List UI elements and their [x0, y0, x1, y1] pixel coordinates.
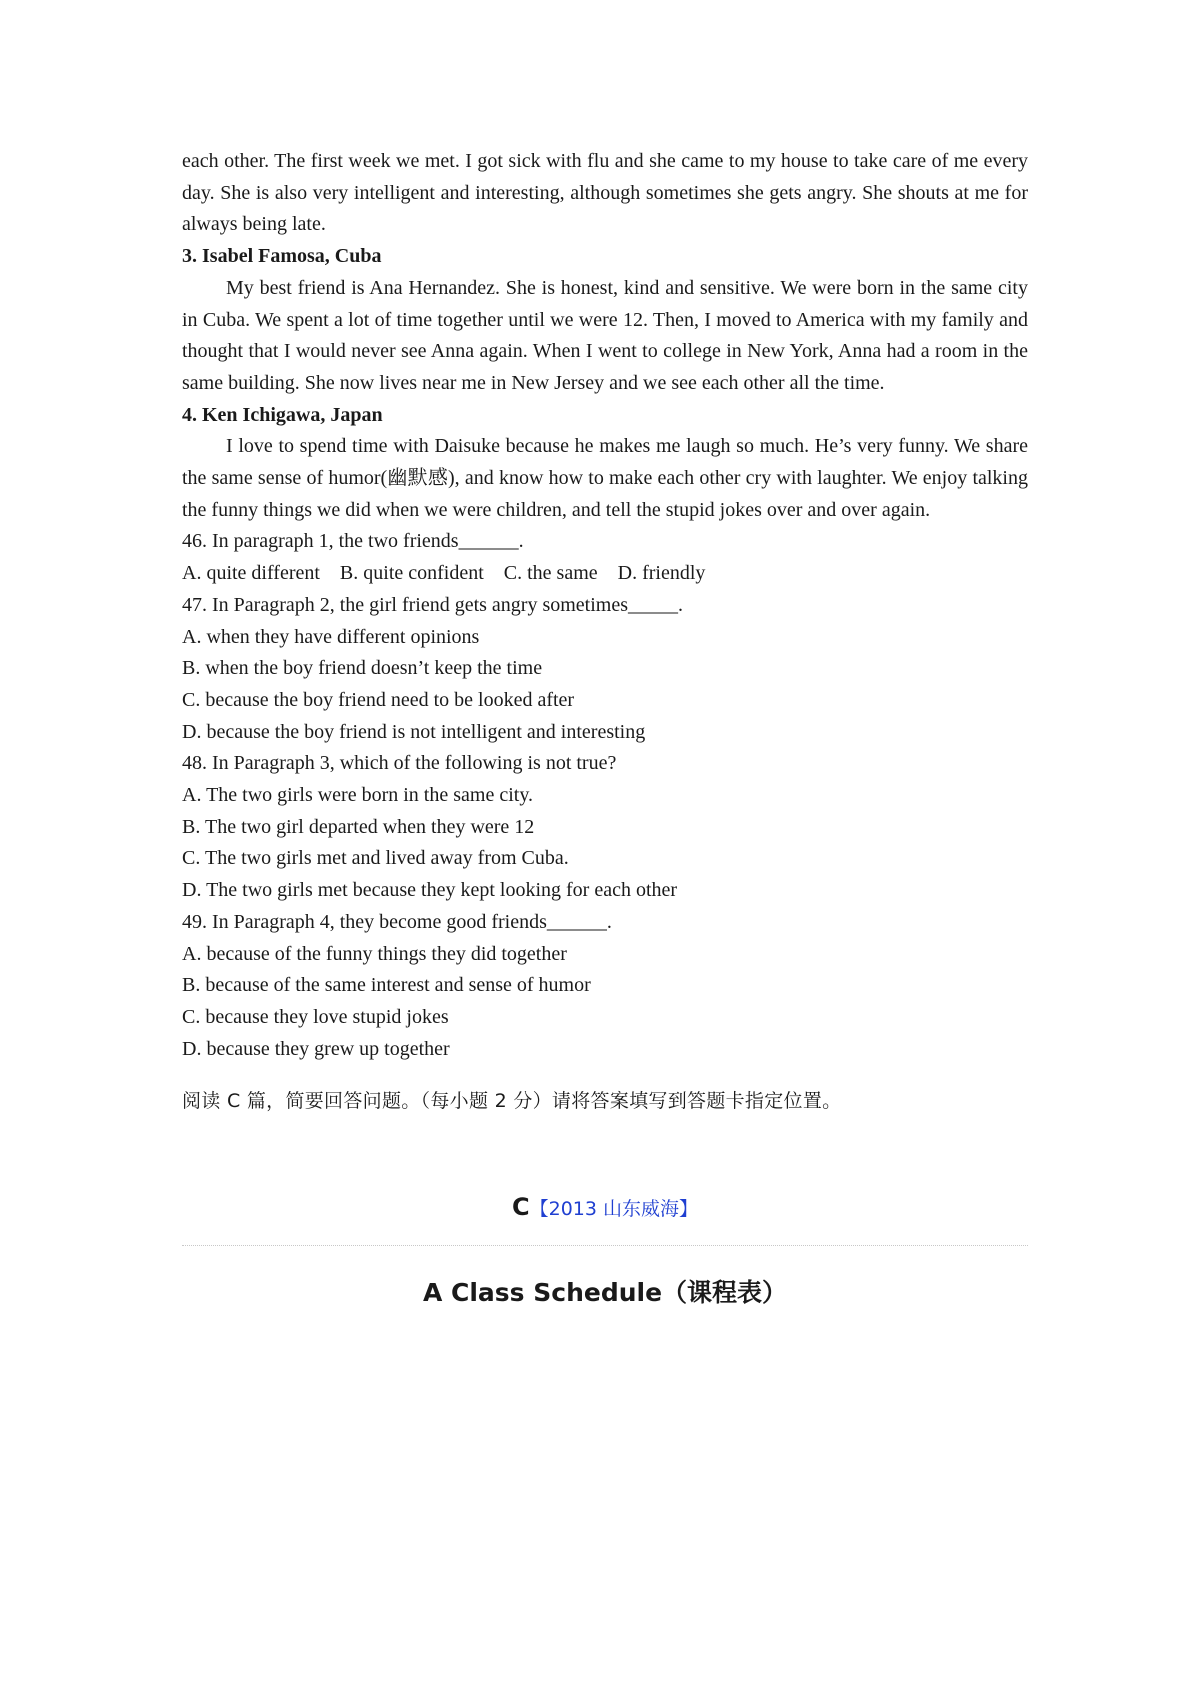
question-stem: 46. In paragraph 1, the two friends______. — [182, 530, 524, 553]
section-source: 【2013 山东威海】 — [529, 1198, 699, 1221]
question-stem: 49. In Paragraph 4, they become good friends______. — [182, 910, 612, 933]
option-d: D. because they grew up together — [182, 1037, 450, 1060]
section-3-body: My best friend is Ana Hernandez. She is honest, kind and sensitive. We were born in the same city in Cuba. We spent a lot of time together until we were 12. Then, I moved to America with my family and thought that I would never see Anna again. When I went to college in New York, Anna had a room in the same building. She now lives near me in New Jersey and we see each other all the time. — [182, 276, 1028, 394]
question-47 — [182, 590, 1028, 749]
paragraph-2-continuation: each other. The first week we met. I got sick with flu and she came to my house to take care of me every day. She is also very intelligent and interesting, although sometimes she gets angry. She shouts at me for always being late. — [182, 150, 1028, 236]
question-stem: 48. In Paragraph 3, which of the following is not true? — [182, 752, 617, 775]
question-options: A. quite different B. quite confident C. the same D. friendly — [182, 562, 706, 585]
schedule-title: A Class Schedule（课程表） — [422, 1278, 788, 1308]
question-46 — [182, 526, 1028, 589]
option-c: C. because the boy friend need to be looked after — [182, 688, 575, 711]
dotted-divider — [182, 1245, 1028, 1246]
option-c: C. because they love stupid jokes — [182, 1005, 449, 1028]
section-4-body: I love to spend time with Daisuke because he makes me laugh so much. He’s very funny. We share the same sense of humor(幽默感), and know how to make each other cry with laughter. We enjoy talking the funny things we did when we were children, and tell the stupid jokes over and over again. — [182, 435, 1028, 521]
option-d: D. because the boy friend is not intelligent and interesting — [182, 720, 646, 743]
section-letter: C — [511, 1193, 530, 1222]
option-b: B. because of the same interest and sense of humor — [182, 974, 591, 997]
section-4-heading: 4. Ken Ichigawa, Japan — [182, 403, 383, 426]
option-b: B. The two girl departed when they were 12 — [182, 815, 535, 838]
option-a: A. when they have different opinions — [182, 625, 480, 648]
document-page — [182, 146, 1028, 1310]
question-48 — [182, 748, 1028, 907]
option-c: C. The two girls met and lived away from Cuba. — [182, 847, 569, 870]
section-3-heading: 3. Isabel Famosa, Cuba — [182, 245, 382, 268]
option-b: B. when the boy friend doesn’t keep the time — [182, 657, 543, 680]
section-c-label — [182, 1193, 1028, 1225]
option-d: D. The two girls met because they kept looking for each other — [182, 879, 678, 902]
reading-instruction: 阅读 C 篇，简要回答问题。（每小题 2 分）请将答案填写到答题卡指定位置。 — [182, 1090, 842, 1113]
question-49 — [182, 907, 1028, 1066]
option-a: A. The two girls were born in the same city. — [182, 784, 534, 807]
question-stem: 47. In Paragraph 2, the girl friend gets angry sometimes_____. — [182, 593, 683, 616]
option-a: A. because of the funny things they did together — [182, 942, 567, 965]
